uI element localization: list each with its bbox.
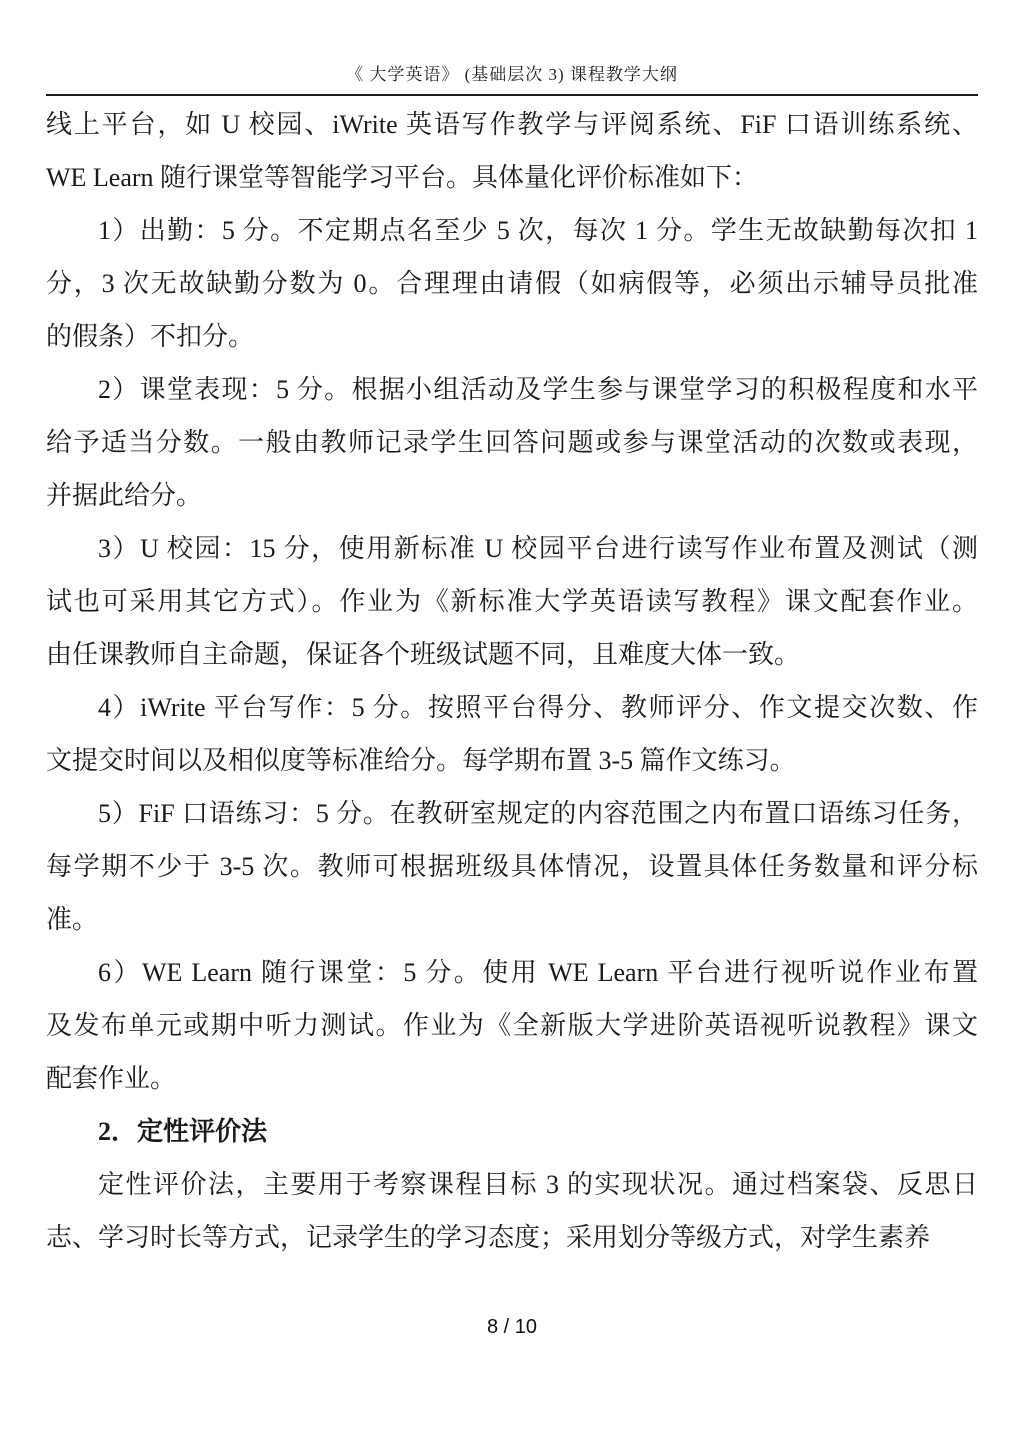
header-title: 《 大学英语》 (基础层次 3) 课程教学大纲 — [346, 65, 678, 84]
paragraph — [46, 522, 978, 681]
document-body — [46, 96, 978, 1264]
text-line: 志、学习时长等方式，记录学生的学习态度；采用划分等级方式，对学生素养 — [46, 1223, 931, 1252]
text-line: 试也可采用其它方式）。作业为《新标准大学英语读写教程》课文配套作业。 — [46, 587, 978, 616]
page-header — [46, 0, 978, 96]
text-line: 及发布单元或期中听力测试。作业为《全新版大学进阶英语视听说教程》课文 — [46, 1011, 978, 1040]
text-line: 1）出勤：5 分。不定期点名至少 5 次，每次 1 分。学生无故缺勤每次扣 1 — [98, 216, 978, 245]
text-line: 3）U 校园：15 分，使用新标准 U 校园平台进行读写作业布置及测试（测 — [98, 534, 978, 563]
text-line: 线上平台，如 U 校园、iWrite 英语写作教学与评阅系统、FiF 口语训练系统、 — [46, 110, 978, 139]
text-line: 并据此给分。 — [46, 481, 203, 510]
text-line: 准。 — [46, 905, 99, 934]
text-line: 每学期不少于 3-5 次。教师可根据班级具体情况，设置具体任务数量和评分标 — [46, 852, 978, 881]
text-line: 配套作业。 — [46, 1064, 177, 1093]
paragraph — [46, 787, 978, 946]
text-line: 5）FiF 口语练习：5 分。在教研室规定的内容范围之内布置口语练习任务， — [98, 799, 978, 828]
text-line: 由任课教师自主命题，保证各个班级试题不同，且难度大体一致。 — [46, 640, 801, 669]
text-line: WE Learn 随行课堂等智能学习平台。具体量化评价标准如下： — [46, 163, 759, 192]
paragraph — [46, 363, 978, 522]
paragraph — [46, 98, 978, 204]
text-line: 定性评价法，主要用于考察课程目标 3 的实现状况。通过档案袋、反思日 — [98, 1170, 978, 1199]
text-line: 6）WE Learn 随行课堂：5 分。使用 WE Learn 平台进行视听说作业布置 — [98, 958, 978, 987]
text-line: 文提交时间以及相似度等标准给分。每学期布置 3-5 篇作文练习。 — [46, 746, 796, 775]
text-line: 2）课堂表现：5 分。根据小组活动及学生参与课堂学习的积极程度和水平 — [98, 375, 978, 404]
paragraph — [46, 204, 978, 363]
text-line: 的假条）不扣分。 — [46, 322, 255, 351]
paragraph — [46, 1158, 978, 1264]
text-line: 2．定性评价法 — [98, 1117, 268, 1146]
paragraph — [46, 681, 978, 787]
page-footer — [0, 1313, 1024, 1341]
text-line: 给予适当分数。一般由教师记录学生回答问题或参与课堂活动的次数或表现， — [46, 428, 978, 457]
section-heading — [46, 1105, 978, 1158]
text-line: 4）iWrite 平台写作：5 分。按照平台得分、教师评分、作文提交次数、作 — [98, 693, 978, 722]
page-number: 8 / 10 — [486, 1316, 538, 1338]
paragraph — [46, 946, 978, 1105]
text-line: 分，3 次无故缺勤分数为 0。合理理由请假（如病假等，必须出示辅导员批准 — [46, 269, 978, 298]
